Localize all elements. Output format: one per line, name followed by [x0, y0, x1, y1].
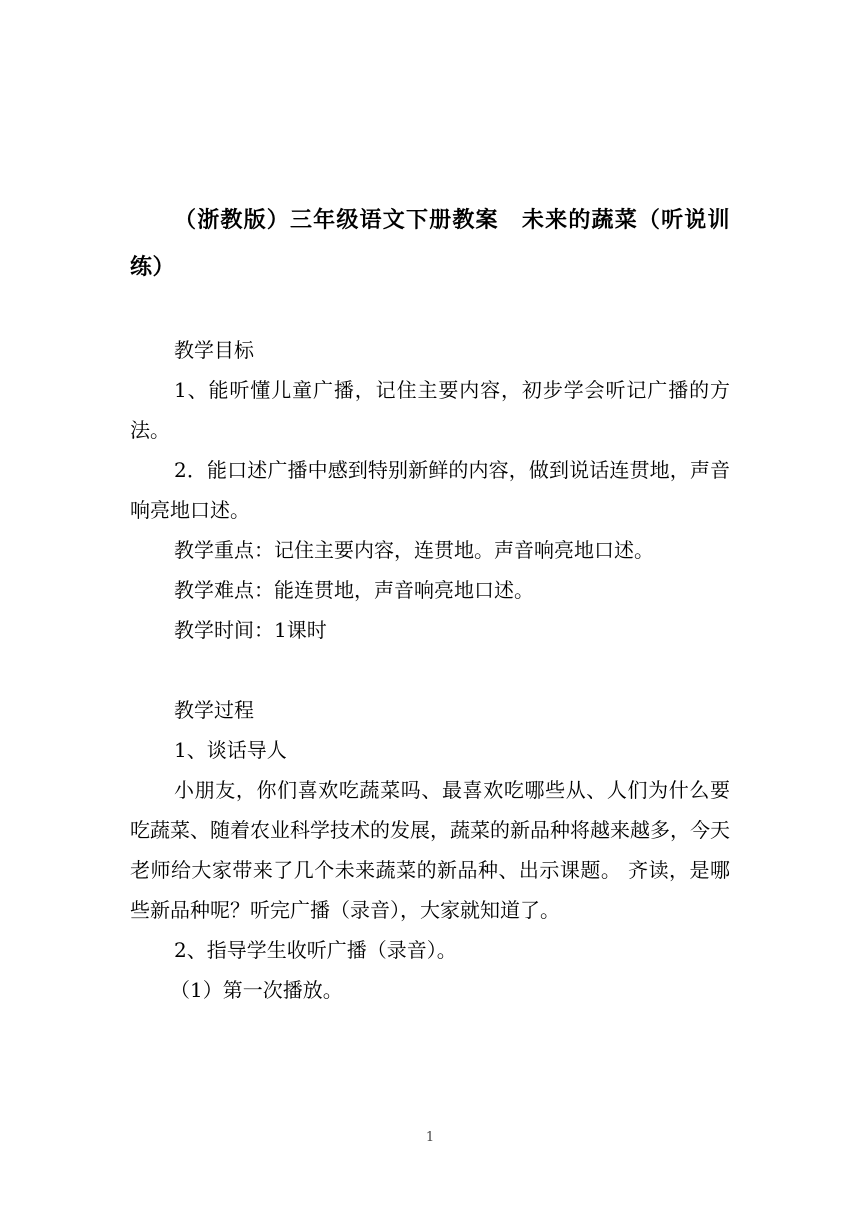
step-2-substep-1: （1）第一次播放。: [170, 978, 343, 1002]
document-body: [130, 330, 730, 1010]
teaching-difficulties: 教学难点：能连贯地，声音响亮地口述。: [174, 578, 534, 602]
section-heading-process: 教学过程: [174, 698, 254, 722]
objective-2: 2．能口述广播中感到特别新鲜的内容，做到说话连贯地，声音响亮地口述。: [130, 458, 730, 522]
step-1-heading: 1、谈话导人: [174, 738, 287, 762]
step-1-text: 小朋友，你们喜欢吃蔬菜吗、最喜欢吃哪些从、人们为什么要吃蔬菜、随着农业科学技术的发展，蔬菜的新品种将越来越多，今天老师给大家带来了几个未来蔬菜的新品种、出示课题。 齐读，是哪些新品种呢？听完广播（录音），大家就知道了。: [130, 778, 730, 922]
step-2-heading: 2、指导学生收听广播（录音）。: [174, 938, 457, 962]
paragraph-spacer: [130, 650, 730, 690]
section-heading-objectives: 教学目标: [174, 338, 254, 362]
document-title: （浙教版）三年级语文下册教案 未来的蔬菜（听说训练）: [130, 207, 730, 280]
page-number: 1: [425, 1130, 435, 1145]
teaching-key-points: 教学重点：记住主要内容，连贯地。声音响亮地口述。: [174, 538, 654, 562]
objective-1: 1、能听懂儿童广播，记住主要内容，初步学会听记广播的方法。: [130, 378, 730, 442]
teaching-time: 教学时间：1课时: [174, 618, 327, 642]
